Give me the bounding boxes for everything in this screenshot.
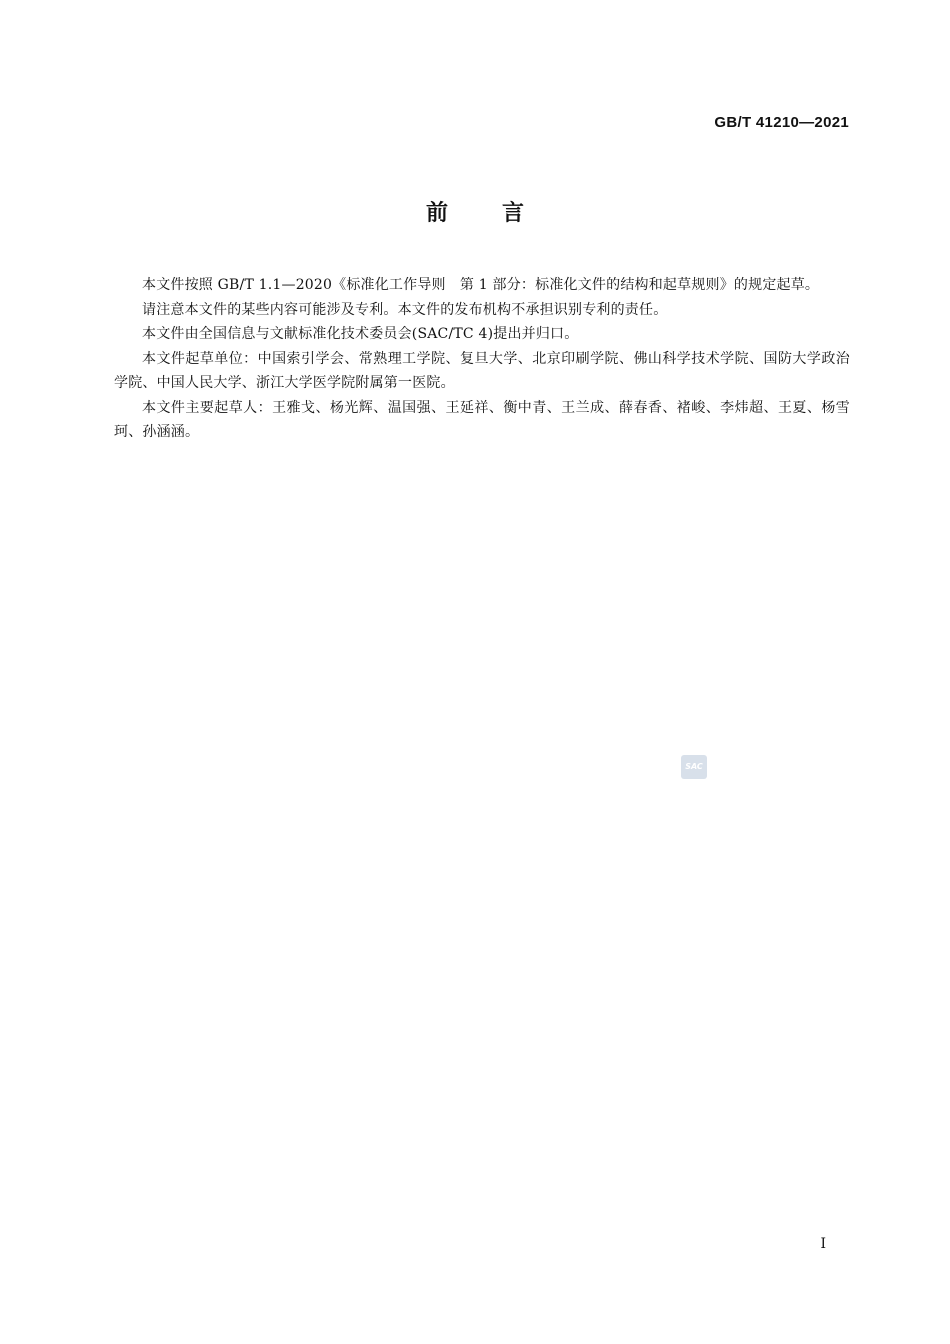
- document-code: GB/T 41210—2021: [714, 114, 849, 131]
- foreword-body: [114, 273, 850, 445]
- page-number: I: [820, 1236, 826, 1252]
- paragraph-proposer: 本文件由全国信息与文献标准化技术委员会(SAC/TC 4)提出并归口。: [142, 326, 579, 342]
- sac-watermark-logo: SAC: [681, 755, 707, 779]
- paragraph-drafters: 本文件主要起草人：王雅戈、杨光辉、温国强、王延祥、衡中青、王兰成、薛春香、褚峻、李炜超、王夏、杨雪珂、孙涵涵。: [114, 399, 850, 440]
- page-title: 前言: [425, 201, 578, 226]
- paragraph-patent-notice: 请注意本文件的某些内容可能涉及专利。本文件的发布机构不承担识别专利的责任。: [142, 301, 668, 318]
- paragraph-drafting-rules: 本文件按照 GB/T 1.1—2020《标准化工作导则 第 1 部分：标准化文件的结构和起草规则》的规定起草。: [142, 277, 820, 293]
- paragraph-drafting-units: 本文件起草单位：中国索引学会、常熟理工学院、复旦大学、北京印刷学院、佛山科学技术学院、国防大学政治学院、中国人民大学、浙江大学医学院附属第一医院。: [114, 350, 850, 391]
